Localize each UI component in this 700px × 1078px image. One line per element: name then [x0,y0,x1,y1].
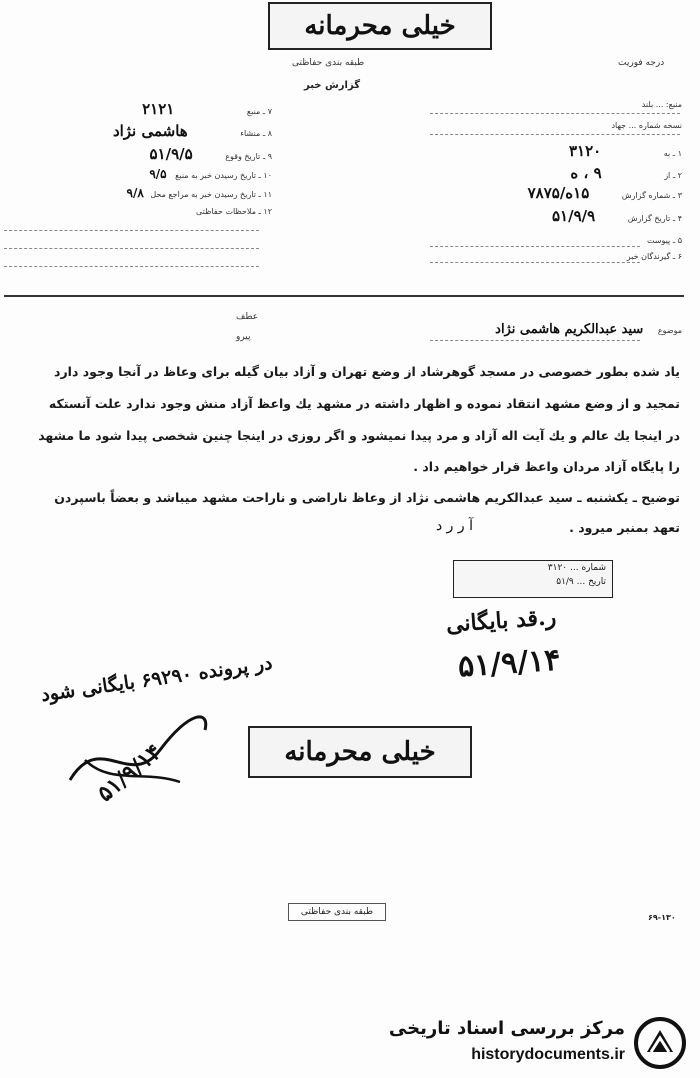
field-12-label: ۱۲ ـ ملاحظات حفاظتی [196,207,272,216]
report-title: گزارش خبر [304,80,361,91]
field-3-label: ۳ ـ شماره گزارش [621,191,682,200]
field-source [642,100,682,109]
field-8-label: ۸ ـ منشاء [240,129,272,138]
field-6 [627,252,682,261]
body-line-5: توضیح ـ یکشنبه ـ سید عبدالکریم هاشمی نژاد از وعاظ ناراضی و ناراحت مشهد میباشد و بعضاً باسپردن [54,490,680,505]
field-4-value: ۵۱/۹/۹ [552,207,596,225]
footer-classification: طبقه بندی حفاظتی [288,903,386,921]
subject-line [495,322,682,337]
field-6-label: ۶ ـ گیرندگان خبر [626,252,682,261]
receipt-stamp-line-1: شماره ... ۳۱۲۰ [547,563,606,573]
handwritten-scribble [60,690,220,800]
field-11-label: ۱۱ ـ تاریخ رسیدن خبر به مراجع محل [150,190,272,199]
field-5-label: ۵ ـ پیوست [646,236,682,245]
handwritten-filing-note: در پرونده ۶۹۲۹۰ بایگانی شود [39,651,274,707]
field-3-value: ۱۵ه/۷۸۷۵ [527,184,590,202]
dotted-rule [430,134,680,135]
field-8-value: هاشمی نژاد [112,122,188,140]
dotted-rule [4,248,259,249]
field-5 [647,236,682,245]
top-confidential-stamp: خیلی محرمانه [268,2,492,50]
followup-label: پیرو [236,332,251,342]
subject-label: موضوع [657,326,682,335]
field-copy-label: نسخه شماره ... جهاد [611,121,682,130]
handwritten-date-left: ۵۱/۹/۱۴ [92,738,167,808]
field-10-label: ۱۰ ـ تاریخ رسیدن خبر به منبع [175,171,272,180]
field-9-label: ۹ ـ تاریخ وقوع [225,152,272,161]
handwritten-date-right: ۵۱/۹/۱۴ [456,642,562,685]
dotted-rule [4,230,259,231]
middle-confidential-stamp: خیلی محرمانه [248,726,472,778]
subject-value: سید عبدالکریم هاشمی نژاد [495,322,644,337]
org-url: historydocuments.ir [471,1046,625,1063]
field-8 [113,122,272,140]
priority-label: درجه فوریت [618,58,665,68]
dotted-rule [430,113,680,114]
field-copy [611,121,682,130]
section-divider [4,295,684,297]
body-line-1: یاد شده بطور خصوصی در مسجد گوهرشاد از وضع تهران و آزاد بیان گیله برای وعاظ در آنجا وجود دارد [54,364,680,379]
field-4 [552,207,682,225]
field-10-value: ۹/۵ [149,167,167,181]
field-11 [127,186,272,200]
field-7 [142,100,272,118]
field-9-value: ۵۱/۹/۵ [149,145,193,163]
field-10 [149,167,272,181]
body-note: آ ر ر د [436,518,473,534]
body-line-4: را پایگاه آزاد مردان واعظ قرار خواهیم داد . [413,459,680,474]
handwritten-signature-right: ر.قد بایگانی [445,604,558,638]
field-11-value: ۹/۸ [126,186,144,200]
body-line-3: در اینجا یك عالم و یك آیت اله آزاد و مرد پیدا نمیشود و اگر روزی در اینجا چنین شخصی پیدا شود ما مشهد [38,428,680,443]
field-9 [149,145,272,163]
field-7-value: ۲۱۲۱ [142,100,175,118]
body-line-2: تمجید و از وضع مشهد انتقاد نموده و اظهار داشته در مشهد یك واعظ آزاد منش وجود ندارد علت آنستكه [48,396,680,411]
branding-band [388,1010,695,1078]
dotted-rule [4,266,259,267]
field-source-label: منبع: ... بلند [641,100,682,109]
receipt-stamp-line-2: تاریخ ... ۵۱/۹ [556,577,606,587]
field-2-label: ۲ ـ از [664,171,682,180]
field-2-value: ۹ ، ه [570,164,602,182]
receipt-stamp [453,560,613,598]
field-3 [528,184,682,202]
org-name: مرکز بررسی اسناد تاریخی [388,1018,625,1039]
dotted-rule [430,246,640,247]
archive-logo-icon [633,1016,687,1070]
field-12 [196,207,272,216]
field-1-label: ۱ ـ به [663,149,682,158]
field-1-value: ۳۱۲۰ [568,142,602,160]
form-code: ۶۹-۱۳۰ [648,913,676,922]
classification-label: طبقه بندی حفاظتی [292,58,365,68]
dotted-rule [430,262,640,263]
body-line-6: تعهد بمنبر میرود . [569,520,680,535]
field-2 [570,164,682,182]
field-4-label: ۴ ـ تاریخ گزارش [627,214,682,223]
ref-label: عطف [236,312,259,322]
field-7-label: ۷ ـ منبع [246,107,272,116]
dotted-rule [430,340,640,341]
field-1 [569,142,682,160]
